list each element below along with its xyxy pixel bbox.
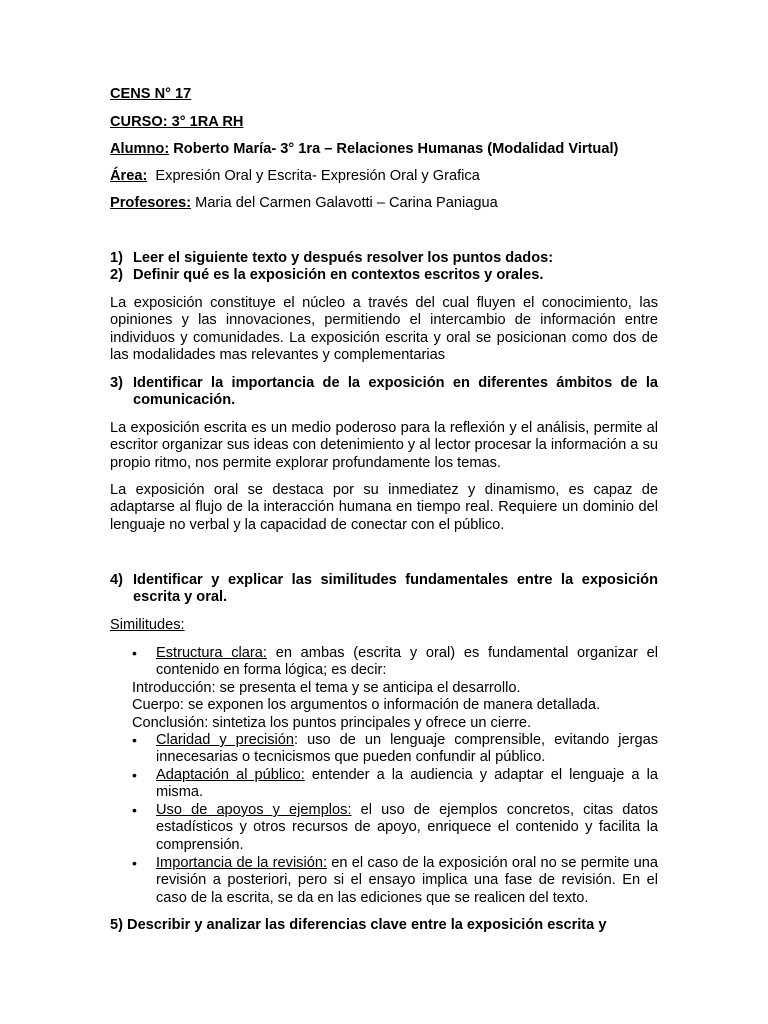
- bullet-body: : uso de un lenguaje comprensible, evitando jergas innecesarias o tecnicismos que pueden confundir al público.: [156, 732, 658, 766]
- bullet-text: [156, 855, 658, 907]
- conclusion-line: Conclusión: sintetiza los puntos principales y ofrece un cierre.: [132, 715, 532, 731]
- bullet-dot: •: [132, 767, 137, 783]
- bullet-label: Importancia de la revisión:: [156, 855, 328, 871]
- bullet-label: Estructura clara:: [156, 645, 267, 661]
- student-value: Roberto María- 3° 1ra – Relaciones Humanas (Modalidad Virtual): [169, 141, 619, 157]
- bullet-audience: [132, 767, 658, 802]
- question-4: [110, 572, 658, 607]
- question-5: 5) Describir y analizar las diferencias clave entre la exposición escrita y: [110, 917, 607, 933]
- bullet-body: en ambas (escrita y oral) es fundamental organizar el contenido en forma lógica; es decir:: [156, 645, 659, 679]
- paragraph-oral: La exposición oral se destaca por su inmediatez y dinamismo, es capaz de adaptarse al flujo de la interacción humana en tiempo real. Requiere un dominio del lenguaje no verbal y la capacidad de conectar con el público.: [110, 482, 658, 533]
- course-title: CURSO: 3° 1RA RH: [110, 114, 244, 130]
- bullet-label: Uso de apoyos y ejemplos:: [156, 802, 352, 818]
- bullet-body: en el caso de la exposición oral no se permite una revisión a posteriori, pero si el ensayo implica una fase de revisión. En el caso de la escrita, se da en las ediciones que se realicen del texto.: [156, 855, 659, 906]
- area-line: [110, 168, 480, 185]
- paragraph-definition: La exposición constituye el núcleo a través del cual fluyen el conocimiento, las opiniones y las innovaciones, permitiendo el intercambio de información entre individuos y comunidades. La exposición escrita y oral se posicionan como dos de las modalidades mas relevantes y complementarias: [110, 295, 658, 364]
- bullet-supports: [132, 802, 658, 854]
- bullet-clarity: [132, 732, 658, 767]
- bullet-dot: •: [132, 645, 137, 661]
- question-number: 1): [110, 250, 123, 266]
- area-label: Área:: [110, 168, 148, 184]
- area-value: Expresión Oral y Escrita- Expresión Oral y Grafica: [147, 168, 480, 184]
- bullet-dot: •: [132, 732, 137, 748]
- school-title: CENS N° 17: [110, 86, 192, 102]
- bullet-dot: •: [132, 802, 137, 818]
- question-3: [110, 375, 658, 410]
- question-text: Definir qué es la exposición en contextos escritos y orales.: [133, 267, 544, 283]
- bullet-body: entender a la audiencia y adaptar el lenguaje a la misma.: [156, 767, 658, 801]
- similarities-heading: Similitudes:: [110, 617, 185, 633]
- paragraph-written: La exposición escrita es un medio poderoso para la reflexión y el análisis, permite al escritor organizar sus ideas con detenimiento y al lector procesar la información a su propio ritmo, nos permite explorar profundamente los temas.: [110, 420, 658, 471]
- question-number: 3): [110, 375, 123, 391]
- question-text: Leer el siguiente texto y después resolver los puntos dados:: [133, 250, 554, 266]
- bullet-dot: •: [132, 855, 137, 871]
- intro-line: Introducción: se presenta el tema y se anticipa el desarrollo.: [132, 680, 521, 696]
- question-2: [110, 267, 658, 284]
- question-number: 2): [110, 267, 123, 283]
- bullet-label: Claridad y precisión: [156, 732, 295, 748]
- bullet-revision: [132, 855, 658, 907]
- bullet-label: Adaptación al público:: [156, 767, 305, 783]
- bullet-text: [156, 767, 658, 802]
- question-1: [110, 250, 658, 267]
- teachers-label: Profesores:: [110, 195, 192, 211]
- bullet-body: el uso de ejemplos concretos, citas datos estadísticos y otros recursos de apoyo, enriquece el contenido y facilita la comprensión.: [156, 802, 658, 853]
- student-label: Alumno:: [110, 141, 170, 157]
- bullet-text: [156, 732, 658, 767]
- teachers-line: [110, 195, 498, 212]
- bullet-text: [156, 645, 658, 680]
- bullet-structure: [132, 645, 658, 680]
- teachers-value: Maria del Carmen Galavotti – Carina Paniagua: [191, 195, 498, 211]
- question-text: Identificar la importancia de la exposición en diferentes ámbitos de la comunicación.: [133, 375, 658, 409]
- question-number: 4): [110, 572, 123, 588]
- body-line: Cuerpo: se exponen los argumentos o información de manera detallada.: [132, 697, 601, 713]
- question-text: Identificar y explicar las similitudes fundamentales entre la exposición escrita y oral.: [133, 572, 658, 606]
- bullet-text: [156, 802, 658, 854]
- student-line: [110, 141, 618, 158]
